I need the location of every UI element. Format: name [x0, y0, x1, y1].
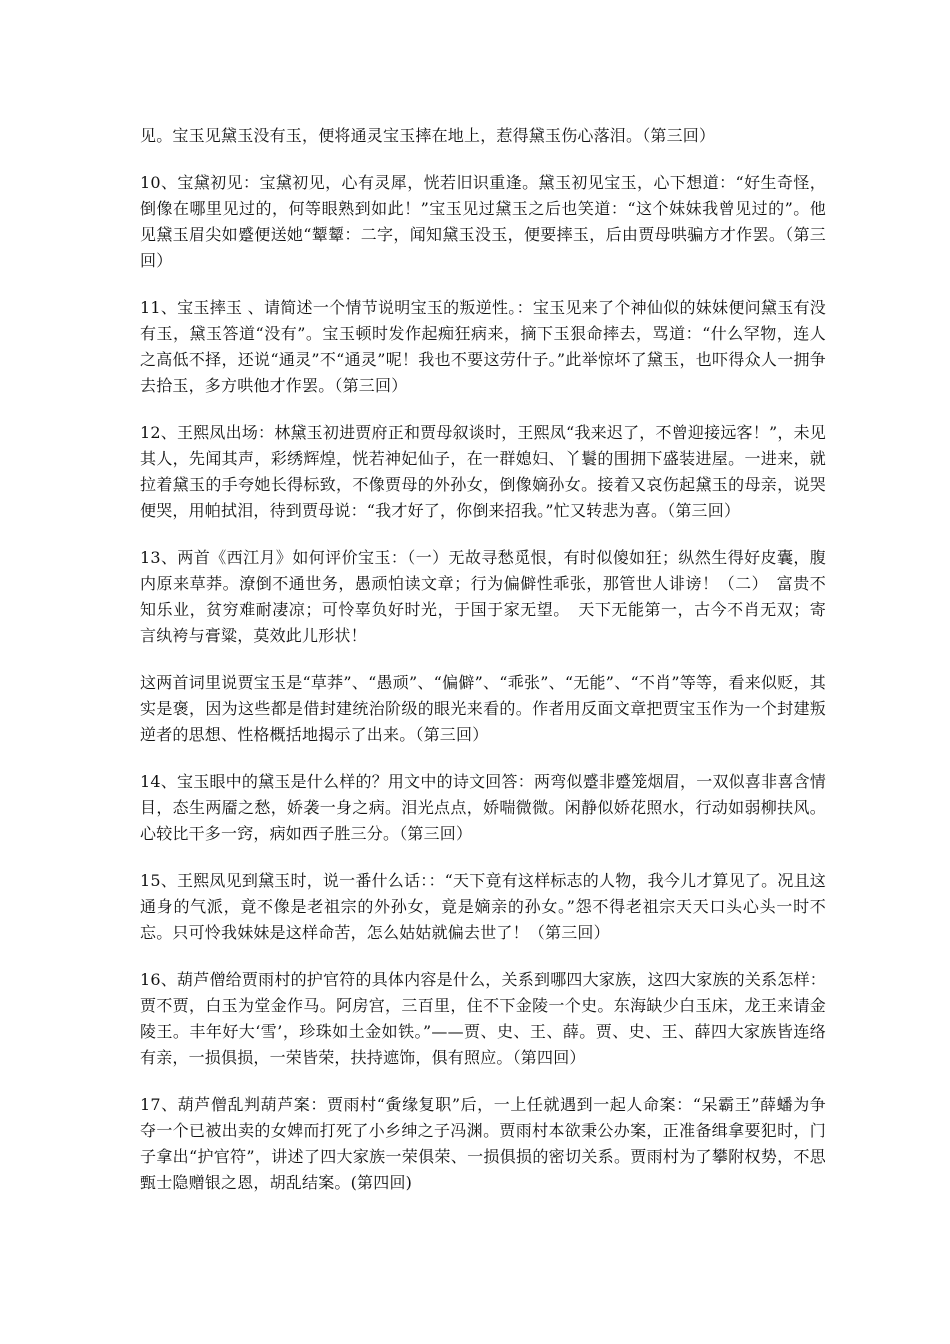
- paragraph-item-16: 16、葫芦僧给贾雨村的护官符的具体内容是什么，关系到哪四大家族，这四大家族的关系怎样：贾不贾，白玉为堂金作马。阿房宫，三百里，住不下金陵一个史。东海缺少白玉床，龙王来请金陵王。丰年好大‘雪’，珍珠如土金如铁。”——贾、史、王、薛。贾、史、王、薛四大家族皆连络有亲，一损俱损，一荣皆荣，扶持遮饰，俱有照应。（第四回）: [140, 970, 826, 1067]
- paragraph-item-13: 13、两首《西江月》如何评价宝玉：（一）无故寻愁觅恨，有时似傻如狂；纵然生得好皮囊，腹内原来草莽。潦倒不通世务，愚顽怕读文章；行为偏僻性乖张，那管世人诽谤！（二） 富贵不知乐业，贫穷难耐凄凉；可怜辜负好时光，于国于家无望。 天下无能第一，古今不肖无双；寄言纨袴与膏粱，莫效此儿形状！: [140, 548, 826, 645]
- paragraph-item-17: 17、葫芦僧乱判葫芦案：贾雨村“夤缘复职”后，一上任就遇到一起人命案：“呆霸王”薛蟠为争夺一个已被出卖的女婢而打死了小乡绅之子冯渊。贾雨村本欲秉公办案，正准备缉拿要犯时，门子拿出“护官符”，讲述了四大家族一荣俱荣、一损俱损的密切关系。贾雨村为了攀附权势，不思甄士隐赠银之恩，胡乱结案。(第四回): [140, 1095, 826, 1192]
- paragraph-item-11: 11、宝玉摔玉 、请简述一个情节说明宝玉的叛逆性。：宝玉见来了个神仙似的妹妹便问黛玉有没有玉，黛玉答道“没有”。宝玉顿时发作起痴狂病来，摘下玉狠命摔去，骂道：“什么罕物，连人之高低不择，还说“通灵”不“通灵”呢！我也不要这劳什子。”此举惊坏了黛玉，也吓得众人一拥争去拾玉，多方哄他才作罢。（第三回）: [140, 298, 826, 395]
- paragraph-item-13-commentary: 这两首词里说贾宝玉是“草莽”、“愚顽”、“偏僻”、“乖张”、“无能”、“不肖”等等，看来似贬，其实是褒，因为这些都是借封建统治阶级的眼光来看的。作者用反面文章把贾宝玉作为一个封建叛逆者的思想、性格概括地揭示了出来。（第三回）: [140, 673, 826, 744]
- paragraph-item-14: 14、宝玉眼中的黛玉是什么样的？用文中的诗文回答：两弯似蹙非蹙笼烟眉，一双似喜非喜含情目，态生两靥之愁，娇袭一身之病。泪光点点，娇喘微微。闲静似娇花照水，行动如弱柳扶风。心较比干多一窍，病如西子胜三分。（第三回）: [140, 772, 826, 843]
- paragraph-item-12: 12、王熙凤出场：林黛玉初进贾府正和贾母叙谈时，王熙凤“我来迟了，不曾迎接远客！”，未见其人，先闻其声，彩绣辉煌，恍若神妃仙子，在一群媳妇、丫鬟的围拥下盛装进屋。一进来，就拉着黛玉的手夸她长得标致，不像贾母的外孙女，倒像嫡孙女。接着又哀伤起黛玉的母亲，说哭便哭，用帕拭泪，待到贾母说：“我才好了，你倒来招我。”忙又转悲为喜。（第三回）: [140, 423, 826, 520]
- paragraph-continuation: 见。宝玉见黛玉没有玉，便将通灵宝玉摔在地上，惹得黛玉伤心落泪。（第三回）: [140, 126, 716, 145]
- paragraph-item-15: 15、王熙凤见到黛玉时，说一番什么话：：“天下竟有这样标志的人物，我今儿才算见了。况且这通身的气派，竟不像是老祖宗的外孙女，竟是嫡亲的孙女。”怨不得老祖宗天天口头心头一时不忘。只可怜我妹妹是这样命苦，怎么姑姑就偏去世了！（第三回）: [140, 871, 826, 942]
- document-body: [140, 123, 826, 1217]
- paragraph-item-10: 10、宝黛初见：宝黛初见，心有灵犀，恍若旧识重逢。黛玉初见宝玉，心下想道：“好生奇怪，倒像在哪里见过的，何等眼熟到如此！”宝玉见过黛玉之后也笑道：“这个妹妹我曾见过的”。他见黛玉眉尖如蹙便送她“颦颦：二字，闻知黛玉没玉，便要摔玉，后由贾母哄骗方才作罢。（第三回）: [140, 173, 826, 270]
